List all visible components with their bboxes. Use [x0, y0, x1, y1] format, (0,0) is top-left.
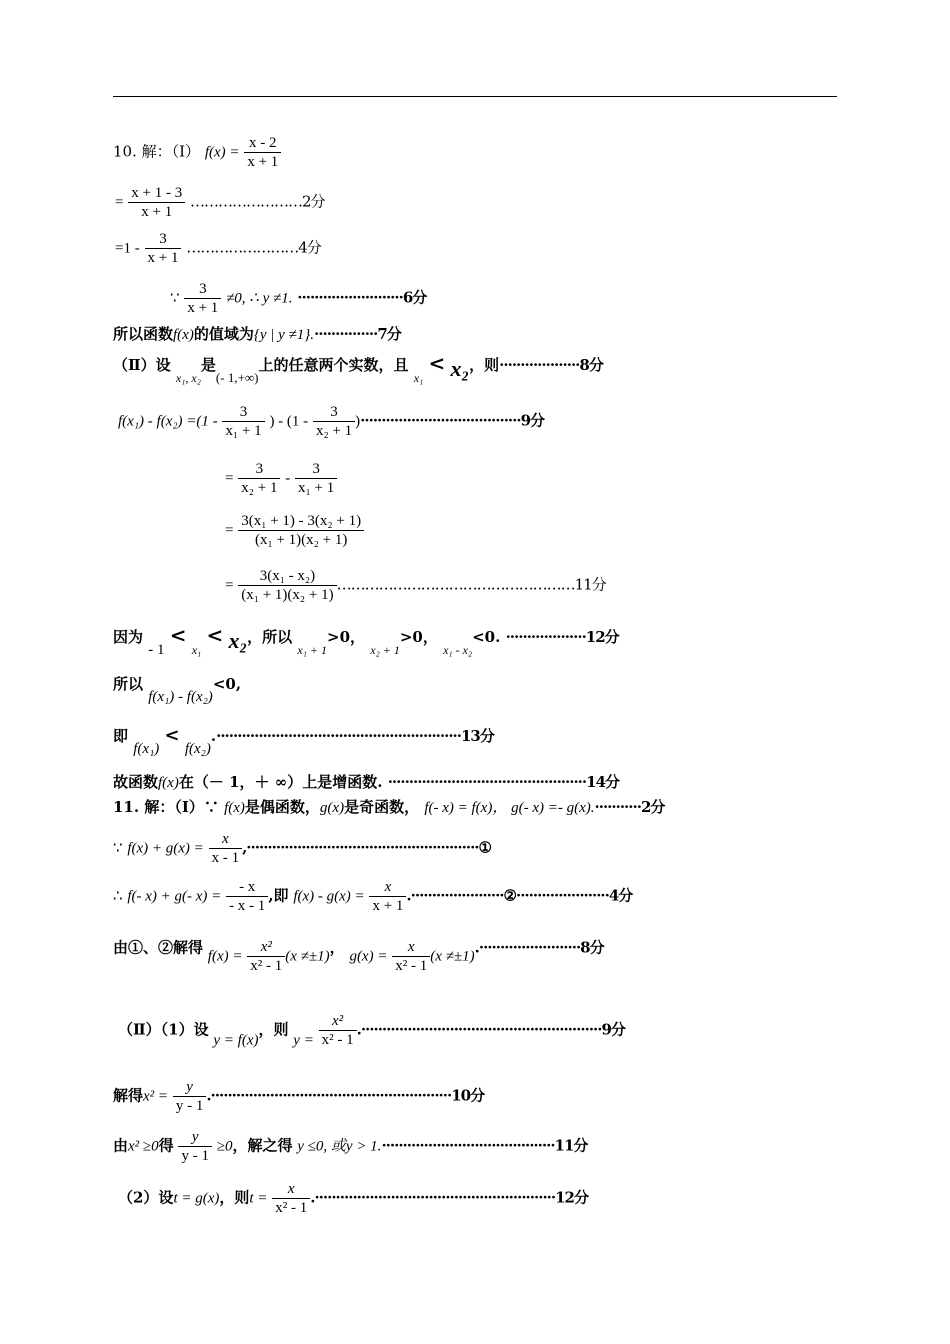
- expr: f(x₁) - f(x₂) =(1 -: [118, 413, 218, 430]
- interval: (- 1,+∞): [215, 370, 259, 385]
- p10-line11: [113, 625, 619, 658]
- score-14: ···············································14分: [387, 773, 620, 791]
- text: 得: [158, 1136, 174, 1155]
- p10-frac4: [184, 280, 221, 317]
- frac: [319, 1012, 357, 1049]
- text: 故函数: [113, 773, 159, 791]
- text: 是偶函数，: [244, 798, 320, 816]
- text: <0,: [212, 675, 242, 693]
- score-11: ……………………………………………11分: [336, 575, 606, 594]
- score-2: ···········2分: [594, 798, 665, 816]
- score-11: ·········································11分: [381, 1136, 588, 1155]
- gx: g(x) =: [349, 948, 388, 965]
- eq-2: .······················②: [406, 886, 516, 905]
- frac: [238, 512, 364, 549]
- text: 上的任意两个实数，且: [258, 356, 409, 374]
- text: 由①、②解得: [113, 938, 204, 957]
- text: ，则: [469, 356, 500, 374]
- score-2: ……………………2分: [190, 192, 325, 211]
- frac: [238, 460, 280, 497]
- score-4: ……………………4分: [186, 238, 321, 257]
- score-6: ·························6分: [297, 288, 427, 307]
- x1: x₁: [191, 643, 202, 657]
- frac-num: - x: [239, 879, 256, 895]
- lt: <: [428, 351, 446, 375]
- fx2: f(x₂): [184, 741, 211, 757]
- because-symbol: ∵: [113, 838, 123, 857]
- cond: (x ≠±1): [430, 948, 475, 965]
- fx: f(x): [224, 800, 245, 816]
- text: 在（－ 1，＋ ∞）上是增函数.: [178, 773, 383, 791]
- text: 是奇函数，: [344, 798, 420, 816]
- p10-line5: [113, 327, 401, 343]
- p11-line8: [118, 1180, 588, 1217]
- text: 解得: [113, 1086, 144, 1105]
- cond: (x ≠±1): [285, 948, 330, 965]
- score-12: .·························································12分: [310, 1188, 588, 1207]
- expr: f(x₁) - f(x₂): [148, 689, 213, 705]
- frac-den: y - 1: [178, 1146, 212, 1165]
- p10-header: 10. 解：（Ⅰ）: [113, 142, 201, 161]
- equals: =1 -: [115, 240, 140, 257]
- solution: y ≤0, 或y > 1.: [297, 1138, 382, 1155]
- p11-line3: [113, 878, 632, 915]
- frac-num: 3: [239, 404, 248, 420]
- expr: f(- x) + g(- x) =: [127, 888, 222, 905]
- p10-line8: [225, 460, 337, 497]
- score-13: ··························································13分: [216, 727, 494, 745]
- expr: f(x) - g(x) =: [293, 888, 365, 905]
- text: 由: [113, 1136, 129, 1155]
- range-set: {y | y ≠1}.: [253, 327, 315, 343]
- text: 的值域为: [193, 325, 254, 343]
- gx: g(x): [319, 800, 345, 816]
- p11-line1: [113, 800, 664, 816]
- frac: [178, 1128, 212, 1165]
- text: >0，: [327, 628, 366, 646]
- fx: f(x): [158, 775, 179, 791]
- score-8: ···················8分: [499, 356, 603, 374]
- frac: [369, 878, 406, 915]
- p10-line12: [113, 677, 241, 705]
- text: 是: [200, 356, 216, 374]
- header-rule: [113, 96, 837, 97]
- frac: [392, 938, 430, 975]
- p11-line6: [113, 1078, 484, 1115]
- p11-line7: [113, 1128, 587, 1165]
- frac: [209, 830, 243, 867]
- frac-num: 3: [199, 281, 207, 297]
- text: 11. 解：（Ⅰ）∵: [113, 798, 219, 816]
- frac: [295, 460, 337, 497]
- p10-line2: [115, 184, 325, 221]
- vars: x₁, x₂: [175, 371, 201, 385]
- text: ，则: [219, 1188, 250, 1207]
- p10-line6: [113, 353, 603, 384]
- expr: x₁ + 1: [297, 643, 327, 657]
- frac-num: x²: [332, 1013, 344, 1029]
- equals: =: [225, 522, 234, 539]
- expr: x₂ + 1: [370, 643, 400, 657]
- text: （2）设: [118, 1188, 174, 1207]
- therefore-symbol: ∴: [113, 886, 123, 905]
- expr: ) - (1 -: [269, 413, 309, 430]
- frac-den: x + 1: [145, 248, 182, 267]
- p11-line4: [113, 938, 604, 975]
- text: ，解之得: [232, 1136, 293, 1155]
- relation: f(- x) = f(x)， g(- x) =- g(x).: [424, 800, 595, 816]
- frac-den: x + 1: [369, 896, 406, 915]
- comma: ，: [329, 938, 345, 957]
- expr: f(x) + g(x) =: [127, 840, 204, 857]
- frac-den: (x₁ + 1)(x₂ + 1): [238, 530, 364, 549]
- expr: x² ≥0: [128, 1138, 159, 1155]
- frac: [272, 1180, 310, 1217]
- lt: <: [206, 623, 224, 647]
- neg-one: - 1: [148, 642, 165, 658]
- eq-1: ,·······················································①: [242, 838, 491, 857]
- text: ，所以: [247, 628, 293, 646]
- frac: [226, 878, 268, 915]
- expr: y =: [293, 1032, 314, 1049]
- equals: =: [225, 470, 234, 487]
- text: 所以函数: [113, 325, 174, 343]
- frac-den: x² - 1: [272, 1198, 310, 1217]
- p10-line9: [225, 512, 364, 549]
- score-12: ···················12分: [505, 628, 619, 646]
- fx: f(x) =: [207, 948, 243, 965]
- p11-line2: [113, 830, 491, 867]
- text: >0，: [399, 628, 438, 646]
- text: ,即: [268, 886, 289, 905]
- expr: x₁ - x₂: [443, 643, 473, 657]
- frac-num: x: [407, 939, 415, 955]
- fx: f(x): [173, 327, 194, 343]
- frac-num: 3(x₁ + 1) - 3(x₂ + 1): [241, 513, 362, 529]
- score-4: ······················4分: [515, 886, 633, 905]
- frac: [173, 1078, 207, 1115]
- frac-den: x - 1: [209, 848, 243, 867]
- score-10: .·························································10分: [206, 1086, 485, 1105]
- equals: =: [225, 577, 234, 594]
- text: ，则: [258, 1020, 289, 1039]
- frac-num: x: [384, 879, 392, 895]
- frac-num: 3: [255, 461, 264, 477]
- p10-line14: [113, 775, 619, 791]
- frac: [247, 938, 285, 975]
- x2: x₂: [450, 356, 470, 381]
- period: .: [210, 727, 217, 745]
- text: 即: [113, 727, 129, 745]
- p10-frac1: [244, 134, 281, 171]
- inequality: ≠0, ∴ y ≠1.: [226, 290, 293, 307]
- x2: x₂: [228, 628, 248, 653]
- frac-num: y: [191, 1129, 199, 1145]
- frac-den: - x - 1: [226, 896, 268, 915]
- frac: [222, 403, 264, 440]
- equals: =: [115, 194, 124, 211]
- p10-line3: [115, 230, 321, 267]
- p11-line5: [118, 1012, 625, 1049]
- expr: t =: [249, 1190, 268, 1207]
- expr: ≥0: [216, 1138, 233, 1155]
- frac-num: x + 1 - 3: [131, 185, 183, 201]
- lt: <: [169, 623, 187, 647]
- frac-num: y: [186, 1079, 193, 1095]
- p10-line10: [225, 567, 606, 604]
- p10-line13: [113, 727, 494, 757]
- frac-num: x: [287, 1181, 295, 1197]
- score-8: .························8分: [474, 938, 604, 957]
- expr: t = g(x): [173, 1190, 220, 1207]
- frac-den: x + 1: [244, 152, 281, 171]
- text: （Ⅱ）设: [113, 356, 171, 374]
- frac-den: x₂ + 1: [238, 478, 280, 497]
- frac-den: x + 1: [184, 298, 221, 317]
- frac-num: 3: [159, 231, 167, 247]
- frac-den: x₁ + 1: [222, 421, 264, 440]
- p10-fx: f(x) =: [204, 144, 240, 161]
- text: 因为: [113, 628, 144, 646]
- p10-line4: [170, 280, 426, 317]
- text: 所以: [113, 675, 144, 693]
- p10-line7: [118, 403, 544, 440]
- frac-den: x + 1: [128, 202, 185, 221]
- minus: -: [285, 470, 291, 487]
- because-symbol: ∵: [170, 288, 180, 307]
- frac-num: x - 2: [249, 135, 277, 151]
- frac-den: x² - 1: [392, 956, 430, 975]
- p10-line1: [113, 134, 281, 171]
- frac-num: x²: [260, 939, 272, 955]
- x1: x₁: [413, 371, 424, 385]
- paren: ): [355, 413, 361, 430]
- frac: [313, 403, 355, 440]
- p10-frac3: [145, 230, 182, 267]
- frac-den: x₂ + 1: [313, 421, 355, 440]
- frac-den: y - 1: [173, 1096, 207, 1115]
- score-9: ······································9分: [360, 411, 545, 430]
- lt: <: [164, 725, 180, 746]
- text: （Ⅱ）（1）设: [118, 1020, 209, 1039]
- frac-den: x² - 1: [247, 956, 285, 975]
- frac-den: x₁ + 1: [295, 478, 337, 497]
- p10-frac2: [128, 184, 185, 221]
- score-7: ···············7分: [314, 325, 401, 343]
- expr: x² =: [143, 1088, 169, 1105]
- frac: [238, 567, 336, 604]
- frac-num: x: [221, 831, 229, 847]
- frac-num: 3: [312, 461, 320, 477]
- frac-num: 3(x₁ - x₂): [259, 568, 316, 584]
- fx1: f(x₁): [133, 741, 160, 757]
- score-9: .·························································9分: [356, 1020, 625, 1039]
- text: <0.: [472, 628, 501, 646]
- expr: y = f(x): [213, 1032, 259, 1049]
- frac-num: 3: [330, 404, 338, 420]
- frac-den: x² - 1: [319, 1030, 357, 1049]
- frac-den: (x₁ + 1)(x₂ + 1): [238, 585, 336, 604]
